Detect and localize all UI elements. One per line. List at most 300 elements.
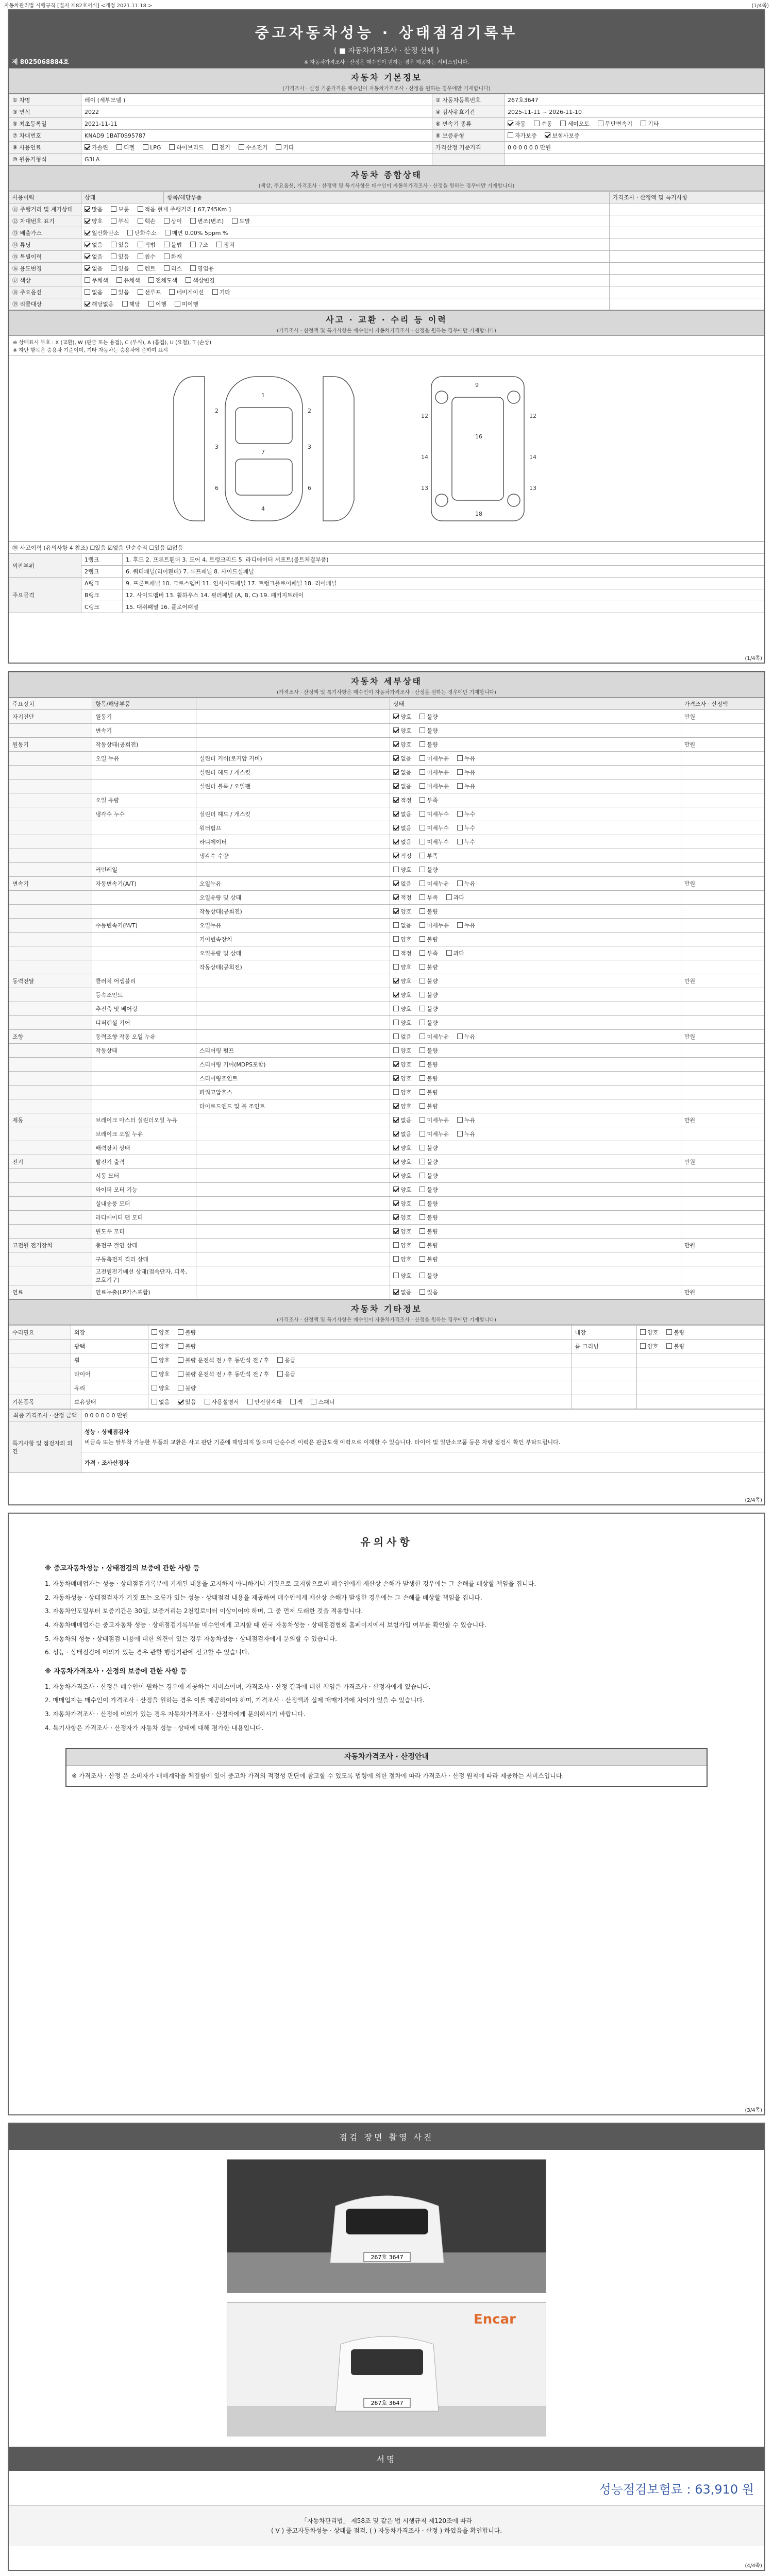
detail-device	[9, 1183, 92, 1197]
detail-device	[9, 1044, 92, 1058]
checkbox-option: 없음	[393, 1032, 411, 1041]
detail-price	[681, 779, 764, 793]
checkbox-option: 양호	[393, 1227, 411, 1235]
detail-device	[9, 793, 92, 807]
checked-icon	[393, 908, 399, 914]
detail-row	[9, 1183, 764, 1197]
checked-icon	[393, 1159, 399, 1164]
sign-title: 서명	[9, 2447, 764, 2471]
other-item: 타이어	[71, 1367, 148, 1381]
unchecked-icon	[457, 783, 463, 789]
checked-icon	[85, 206, 90, 212]
detail-price: 만원	[681, 1239, 764, 1252]
detail-price	[681, 933, 764, 946]
detail-part: 실린더 블록 / 오일팬	[196, 779, 390, 793]
detail-part: 스티어링 펌프	[196, 1044, 390, 1058]
unchecked-icon	[666, 1343, 672, 1349]
detail-heading: 자동차 세부상태	[351, 676, 422, 686]
checkbox-option: 없음	[85, 264, 103, 273]
checked-icon	[393, 1187, 399, 1192]
detail-item: 클러치 어셈블리	[92, 974, 196, 988]
svg-text:13: 13	[529, 485, 536, 492]
unchecked-icon	[169, 289, 175, 295]
notice-heading-2: ※ 자동차가격조사 · 산정의 보증에 관한 사항 등	[45, 1667, 187, 1675]
page-number: (1/4쪽)	[745, 656, 762, 662]
checkbox-option: 없음	[393, 1116, 411, 1124]
unchecked-icon	[640, 1343, 646, 1349]
detail-device	[9, 752, 92, 766]
basic-value: 0 0 0 0 0 0 만원	[504, 142, 764, 154]
unchecked-icon	[178, 1343, 183, 1349]
checkbox-option: 응급	[277, 1370, 295, 1378]
summary-header: 사용이력	[9, 192, 81, 204]
detail-price	[681, 1141, 764, 1155]
detail-part: 스티어링 기어(MDPS포함)	[196, 1058, 390, 1072]
svg-text:3: 3	[308, 444, 311, 450]
detail-status	[390, 738, 681, 752]
unchecked-icon	[393, 922, 399, 928]
unchecked-icon	[178, 1371, 183, 1377]
detail-price	[681, 1211, 764, 1225]
detail-status	[390, 919, 681, 933]
checkbox-option: 적정	[393, 893, 411, 902]
detail-price	[681, 1058, 764, 1072]
unchecked-icon	[419, 1273, 425, 1278]
unchecked-icon	[127, 230, 133, 235]
checkbox-option: 양호	[393, 1074, 411, 1082]
detail-row	[9, 835, 764, 849]
checkbox-option: 가솔린	[85, 143, 108, 151]
checkbox-option: 불량	[666, 1342, 684, 1350]
unchecked-icon	[457, 1131, 463, 1137]
detail-part: 작동상태(공회전)	[196, 960, 390, 974]
unchecked-icon	[419, 1020, 425, 1025]
checkbox-option: 양호	[393, 1046, 411, 1055]
detail-row	[9, 807, 764, 821]
checked-icon	[393, 1117, 399, 1123]
svg-text:14: 14	[421, 454, 428, 461]
checkbox-option: 누유	[457, 1032, 475, 1041]
detail-part: 냉각수 수량	[196, 849, 390, 863]
summary-value	[81, 251, 610, 263]
unchecked-icon	[393, 1020, 399, 1025]
basic-value	[504, 118, 764, 130]
outer-panel-label: 외판부위	[9, 554, 81, 578]
detail-item: 변속기	[92, 724, 196, 738]
summary-row	[9, 263, 764, 275]
detail-row	[9, 849, 764, 863]
checkbox-option: 양호	[393, 1199, 411, 1208]
appraisal-guide-title: 자동차가격조사 · 산정안내	[66, 1749, 707, 1766]
summary-value	[81, 275, 610, 286]
svg-text:14: 14	[529, 454, 536, 461]
car-outline-svg	[9, 356, 764, 541]
document-title: 중고자동차성능 · 상태점검기록부	[255, 24, 518, 41]
checked-icon	[85, 218, 90, 224]
detail-part: 오일누유	[196, 919, 390, 933]
other-status-2	[636, 1353, 764, 1367]
final-price-label: 최종 가격조사 · 산정 금액	[9, 1410, 81, 1421]
unchecked-icon	[165, 230, 171, 235]
checkbox-option: 양호	[393, 1172, 411, 1180]
unchecked-icon	[152, 1329, 157, 1335]
basic-value: G3LA	[81, 154, 432, 165]
checked-icon	[178, 1399, 183, 1404]
checkbox-option: 불량	[419, 1088, 438, 1096]
other-item-2: 내장	[572, 1326, 636, 1340]
unchecked-icon	[419, 1214, 425, 1220]
detail-row	[9, 1239, 764, 1252]
footer-line-1: 「자동차관리법」 제58조 및 같은 법 시행규칙 제120조에 따라	[300, 2517, 473, 2524]
checkbox-option: 미세누수	[419, 824, 449, 832]
appraisal-guide-text: ※ 가격조사 · 산정 은 소비자가 매매계약을 체결함에 있어 중고차 가격의 적정성 판단에 참고할 수 있도록 법령에 의한 절차에 따라 가격조사 · 산정 원칙에 따라 제공하는 서비스입니다.	[72, 1772, 564, 1780]
detail-status	[390, 1127, 681, 1141]
final-price-value: 0 0 0 0 0 0 만원	[81, 1410, 764, 1421]
document-subtitle: ( ■ 자동차가격조사 · 산정 선택 )	[333, 47, 440, 55]
checkbox-option: 양호	[393, 726, 411, 735]
detail-status	[390, 1169, 681, 1183]
other-category: 기본품목	[9, 1395, 71, 1409]
checkbox-option: 무채색	[85, 276, 108, 284]
detail-device	[9, 1127, 92, 1141]
unchecked-icon	[190, 242, 196, 247]
accident-history-row: ⑳ 사고이력 (유의사항 4 참조) ☐있음 ☑없음 단순수리 ☐있음 ☑없음	[9, 542, 764, 554]
checkbox-option: 훼손	[138, 217, 156, 225]
basic-info-heading: 자동차 기본정보	[351, 73, 422, 82]
detail-item: 자동변속기(A/T)	[92, 877, 196, 891]
detail-item: 배력장치 상태	[92, 1141, 196, 1155]
checkbox-option: 보통	[111, 205, 129, 213]
accident-title	[9, 310, 764, 336]
detail-price	[681, 1099, 764, 1113]
checkbox-option: LPG	[143, 144, 161, 151]
checkbox-option: 불량	[178, 1384, 196, 1392]
detail-item: 추진축 및 베어링	[92, 1002, 196, 1016]
basic-info-row	[9, 130, 764, 142]
unchecked-icon	[457, 1033, 463, 1039]
checkbox-option: 양호	[393, 1241, 411, 1249]
other-item-2	[572, 1381, 636, 1395]
svg-text:2: 2	[215, 408, 219, 414]
unchecked-icon	[152, 1357, 157, 1363]
checked-icon	[393, 741, 399, 747]
summary-label: ⑲ 리콜대상	[9, 298, 81, 310]
detail-status	[390, 752, 681, 766]
detail-price	[681, 1169, 764, 1183]
detail-part	[196, 1285, 390, 1299]
summary-price	[610, 204, 764, 215]
detail-status	[390, 960, 681, 974]
other-status-2	[636, 1381, 764, 1395]
checkbox-option: 불량	[419, 866, 438, 874]
detail-status	[390, 905, 681, 919]
other-status-2	[636, 1326, 764, 1340]
detail-price: 만원	[681, 1285, 764, 1299]
detail-part: 오일누유	[196, 877, 390, 891]
summary-row	[9, 215, 764, 227]
detail-part: 라디에이터	[196, 835, 390, 849]
detail-price	[681, 1044, 764, 1058]
unchecked-icon	[457, 922, 463, 928]
basic-value: KNAD9 1BAT0S95787	[81, 130, 432, 142]
other-item: 휠	[71, 1353, 148, 1367]
checkbox-option: 양호	[393, 1060, 411, 1069]
unchecked-icon	[178, 1357, 183, 1363]
basic-value: 2022	[81, 106, 432, 118]
unchecked-icon	[393, 1006, 399, 1011]
unchecked-icon	[446, 950, 452, 956]
unchecked-icon	[419, 950, 425, 956]
svg-text:6: 6	[308, 485, 311, 492]
checkbox-option: 불량	[419, 1046, 438, 1055]
checkbox-option: 미세누유	[419, 1116, 449, 1124]
rank2-items: 6. 쿼터패널(리어휀더) 7. 루프패널 8. 사이드실패널	[123, 566, 764, 578]
inspector-opinion: 비금속 또는 탈부착 가능한 부품의 교환은 사고 판단 기준에 해당되지 않으며 단순수리 이력은 판금도색 이력으로 이해할 수 있습니다. 타이어 및 일반소모품 등은 차량 점검시 확인 부탁드립니다.	[85, 1438, 561, 1446]
checkbox-option: 없음	[393, 768, 411, 776]
svg-text:18: 18	[475, 511, 482, 517]
unchecked-icon	[419, 1089, 425, 1095]
notice-item: 2. 자동차성능 · 상태점검자가 거짓 또는 오류가 있는 성능 · 상태점검 내용을 제공하여 매수인에게 재산상 손해가 발생한 경우에는 그 손해를 배상할 책임을 집니다.	[45, 1594, 482, 1601]
detail-part	[196, 710, 390, 724]
summary-label: ⑮ 특별이력	[9, 251, 81, 263]
other-status	[148, 1340, 572, 1353]
checkbox-option: 없음	[393, 1288, 411, 1296]
unchecked-icon	[419, 922, 425, 928]
detail-row	[9, 752, 764, 766]
detail-item: 디퍼렌셜 기어	[92, 1016, 196, 1030]
detail-price	[681, 1197, 764, 1211]
detail-price	[681, 1266, 764, 1285]
detail-part	[196, 1225, 390, 1239]
checkbox-option: 일산화탄소	[85, 229, 119, 237]
detail-row	[9, 821, 764, 835]
checkbox-option: 있음	[419, 1288, 438, 1296]
checkbox-option: 보험사보증	[545, 131, 579, 140]
unchecked-icon	[419, 1006, 425, 1011]
basic-info-row	[9, 118, 764, 130]
detail-item	[92, 1058, 196, 1072]
basic-value	[504, 154, 764, 165]
unchecked-icon	[190, 218, 196, 224]
summary-price	[610, 227, 764, 239]
detail-row	[9, 1211, 764, 1225]
detail-device: 연료	[9, 1285, 92, 1299]
other-status	[148, 1381, 572, 1395]
detail-device	[9, 988, 92, 1002]
detail-status	[390, 1285, 681, 1299]
checked-icon	[393, 1214, 399, 1220]
detail-price	[681, 807, 764, 821]
checkbox-option: 양호	[393, 1213, 411, 1222]
page-2	[8, 671, 765, 1505]
detail-status	[390, 1044, 681, 1058]
checkbox-option: 없음	[393, 879, 411, 888]
detail-device	[9, 919, 92, 933]
checkbox-option: 불량	[419, 1144, 438, 1152]
detail-status	[390, 1002, 681, 1016]
detail-device	[9, 1252, 92, 1266]
checkbox-option: 많음	[85, 205, 103, 213]
checked-icon	[393, 714, 399, 719]
basic-value	[81, 142, 432, 154]
detail-item	[92, 821, 196, 835]
checkbox-option: 불량	[419, 1019, 438, 1027]
basic-label: ⑦ 차대번호	[9, 130, 81, 142]
svg-text:1: 1	[261, 392, 265, 399]
page-number: (3/4쪽)	[745, 2108, 762, 2113]
unchecked-icon	[419, 1047, 425, 1053]
other-category	[9, 1367, 71, 1381]
basic-label: ① 차명	[9, 94, 81, 106]
detail-price: 만원	[681, 1113, 764, 1127]
unchecked-icon	[111, 206, 116, 212]
summary-value	[81, 298, 610, 310]
checkbox-option: 미세누수	[419, 810, 449, 818]
detail-item: 작동상태(공회전)	[92, 738, 196, 752]
other-row	[9, 1326, 764, 1340]
detail-status	[390, 1155, 681, 1169]
watermark-logo: Encar	[473, 2312, 516, 2327]
detail-device	[9, 946, 92, 960]
checkbox-option: 적법	[138, 241, 156, 249]
checkbox-option: 양호	[393, 963, 411, 971]
other-status	[148, 1326, 572, 1340]
detail-price: 만원	[681, 1030, 764, 1044]
checkbox-option: 양호	[393, 1088, 411, 1096]
checkbox-option: 불량	[419, 1213, 438, 1222]
other-status	[148, 1367, 572, 1381]
detail-part	[196, 974, 390, 988]
basic-label	[432, 154, 504, 165]
checkbox-option: 상이	[164, 217, 182, 225]
c-rank-items: 15. 대쉬패널 16. 플로어패널	[123, 601, 764, 613]
detail-status	[390, 710, 681, 724]
unchecked-icon	[419, 825, 425, 831]
detail-part	[196, 1113, 390, 1127]
checkbox-option: 양호	[393, 1005, 411, 1013]
checkbox-option: 불량	[419, 1158, 438, 1166]
detail-row	[9, 1285, 764, 1299]
other-item-2: 룸 크리닝	[572, 1340, 636, 1353]
checkbox-option: 미세누유	[419, 1032, 449, 1041]
checkbox-option: 양호	[393, 1158, 411, 1166]
checkbox-option: 불량	[419, 1199, 438, 1208]
detail-item	[92, 1099, 196, 1113]
detail-device	[9, 1058, 92, 1072]
detail-status	[390, 1016, 681, 1030]
checkbox-option: 영업용	[190, 264, 214, 273]
basic-label: ⑧ 보증유형	[432, 130, 504, 142]
other-category	[9, 1353, 71, 1367]
unchecked-icon	[111, 289, 116, 295]
summary-value	[81, 204, 610, 215]
checkbox-option: 불법	[164, 241, 182, 249]
checkbox-option: 없음	[152, 1398, 170, 1406]
svg-text:3: 3	[215, 444, 219, 450]
detail-header: 주요장치	[9, 698, 92, 710]
checkbox-option: 미이행	[175, 300, 198, 308]
checkbox-option: 없음	[85, 288, 103, 296]
checkbox-option: 없음	[85, 252, 103, 261]
checkbox-option: 과다	[446, 949, 464, 957]
checkbox-option: 있음	[111, 241, 129, 249]
detail-row	[9, 1030, 764, 1044]
checked-icon	[508, 121, 513, 126]
unchecked-icon	[640, 1329, 646, 1335]
checked-icon	[393, 1061, 399, 1067]
checkbox-option: 없음	[85, 241, 103, 249]
checkbox-option: 선루프	[138, 288, 161, 296]
checkbox-option: 누유	[457, 1116, 475, 1124]
unchecked-icon	[85, 289, 90, 295]
unchecked-icon	[419, 1159, 425, 1164]
detail-device: 원동기	[9, 738, 92, 752]
summary-value	[81, 239, 610, 251]
unchecked-icon	[164, 253, 170, 259]
other-category	[9, 1340, 71, 1353]
detail-device: 자기진단	[9, 710, 92, 724]
detail-device	[9, 1211, 92, 1225]
summary-row	[9, 286, 764, 298]
checked-icon	[393, 755, 399, 761]
detail-part	[196, 724, 390, 738]
checkbox-option: 부족	[419, 893, 438, 902]
unchecked-icon	[419, 1173, 425, 1178]
unchecked-icon	[393, 950, 399, 956]
checkbox-option: 불량	[419, 1227, 438, 1235]
unchecked-icon	[419, 811, 425, 817]
unchecked-icon	[457, 839, 463, 844]
checkbox-option: 미세누유	[419, 879, 449, 888]
checkbox-option: 화재	[164, 252, 182, 261]
checked-icon	[393, 769, 399, 775]
detail-status	[390, 863, 681, 877]
unchecked-icon	[393, 936, 399, 942]
unchecked-icon	[534, 121, 540, 126]
checked-icon	[85, 253, 90, 259]
summary-price	[610, 286, 764, 298]
checked-icon	[393, 839, 399, 844]
basic-info-row	[9, 94, 764, 106]
unchecked-icon	[138, 289, 143, 295]
detail-status	[390, 1266, 681, 1285]
detail-status	[390, 1239, 681, 1252]
detail-item	[92, 960, 196, 974]
detail-row	[9, 710, 764, 724]
detail-row	[9, 724, 764, 738]
final-price-table	[9, 1409, 764, 1473]
detail-status	[390, 821, 681, 835]
detail-device: 전기	[9, 1155, 92, 1169]
detail-device	[9, 835, 92, 849]
b-rank-items: 12. 사이드멤버 13. 휠하우스 14. 필러패널 (A, B, C) 19. 패키지트레이	[123, 589, 764, 601]
detail-item: 브레이크 오일 누유	[92, 1127, 196, 1141]
detail-row	[9, 933, 764, 946]
summary-row	[9, 298, 764, 310]
detail-header	[196, 698, 390, 710]
detail-part: 워터펌프	[196, 821, 390, 835]
detail-device: 고전원 전기장치	[9, 1239, 92, 1252]
checked-icon	[393, 797, 399, 803]
detail-row	[9, 1016, 764, 1030]
unchecked-icon	[419, 908, 425, 914]
detail-item: 등속조인트	[92, 988, 196, 1002]
unchecked-icon	[419, 1033, 425, 1039]
svg-text:2: 2	[308, 408, 311, 414]
unchecked-icon	[419, 769, 425, 775]
detail-status	[390, 835, 681, 849]
checkbox-option: 디젤	[116, 143, 135, 151]
